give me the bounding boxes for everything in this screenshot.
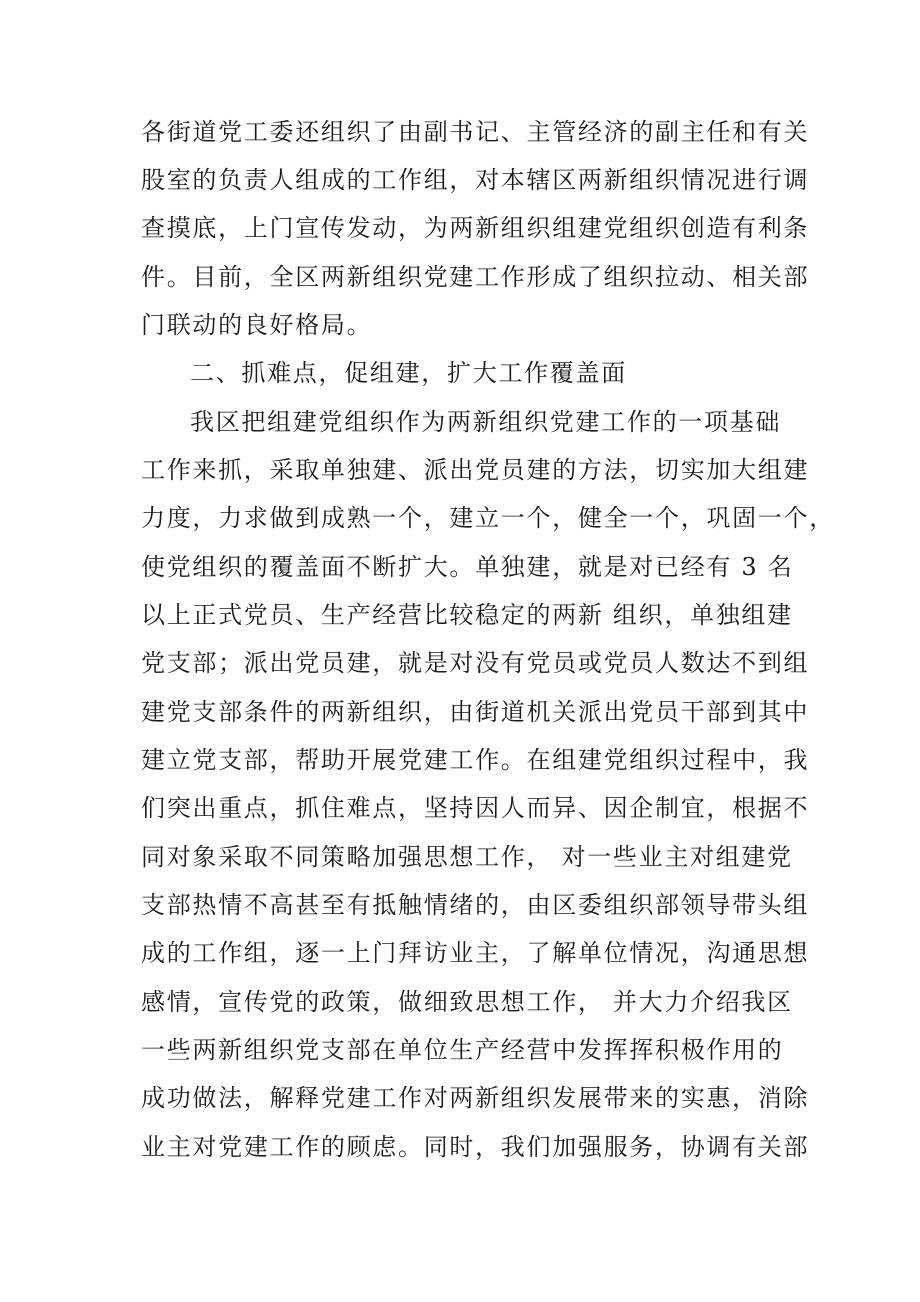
paragraph-line: 建党支部条件的两新组织，由街道机关派出党员干部到其中 (141, 698, 810, 726)
paragraph-line: 同对象采取不同策略加强思想工作， 对一些业主对组建党 (141, 843, 793, 871)
paragraph-line: 一些两新组织党支部在单位生产经营中发挥挥积极作用的 (141, 1036, 784, 1064)
paragraph-line: 以上正式党员、生产经营比较稳定的两新 组织，单独组建 (141, 601, 793, 629)
paragraph-line: 业主对党建工作的顾虑。同时，我们加强服务，协调有关部 (141, 1133, 810, 1161)
paragraph-line: 支部热情不高甚至有抵触情绪的，由区委组织部领导带头组 (141, 891, 810, 919)
paragraph-line: 成功做法，解释党建工作对两新组织发展带来的实惠，消除 (141, 1084, 810, 1112)
section-heading: 二、抓难点，促组建，扩大工作覆盖面 (190, 359, 627, 387)
paragraph-line: 门联动的良好格局。 (141, 311, 373, 339)
paragraph-line: 成的工作组，逐一上门拜访业主，了解单位情况，沟通思想 (141, 939, 810, 967)
paragraph-line: 件。目前，全区两新组织党建工作形成了组织拉动、相关部 (141, 263, 810, 291)
paragraph-line: 使党组织的覆盖面不断扩大。单独建，就是对已经有 3 名 (141, 553, 794, 581)
paragraph-line: 查摸底，上门宣传发动，为两新组织组建党组织创造有利条 (141, 214, 810, 242)
paragraph-line: 感情，宣传党的政策，做细致思想工作， 并大力介绍我区 (141, 988, 793, 1016)
paragraph-line: 们突出重点，抓住难点，坚持因人而异、因企制宜，根据不 (141, 794, 810, 822)
paragraph-line: 我区把组建党组织作为两新组织党建工作的一项基础 (190, 408, 782, 436)
paragraph-line: 力度，力求做到成熟一个，建立一个，健全一个，巩固一个， (141, 504, 835, 532)
paragraph-line: 党支部；派出党员建，就是对没有党员或党员人数达不到组 (141, 649, 810, 677)
paragraph-line: 建立党支部，帮助开展党建工作。在组建党组织过程中，我 (141, 746, 810, 774)
paragraph-line: 股室的负责人组成的工作组，对本辖区两新组织情况进行调 (141, 166, 810, 194)
paragraph-line: 工作来抓，采取单独建、派出党员建的方法，切实加大组建 (141, 456, 810, 484)
paragraph-line: 各街道党工委还组织了由副书记、主管经济的副主任和有关 (141, 118, 810, 146)
